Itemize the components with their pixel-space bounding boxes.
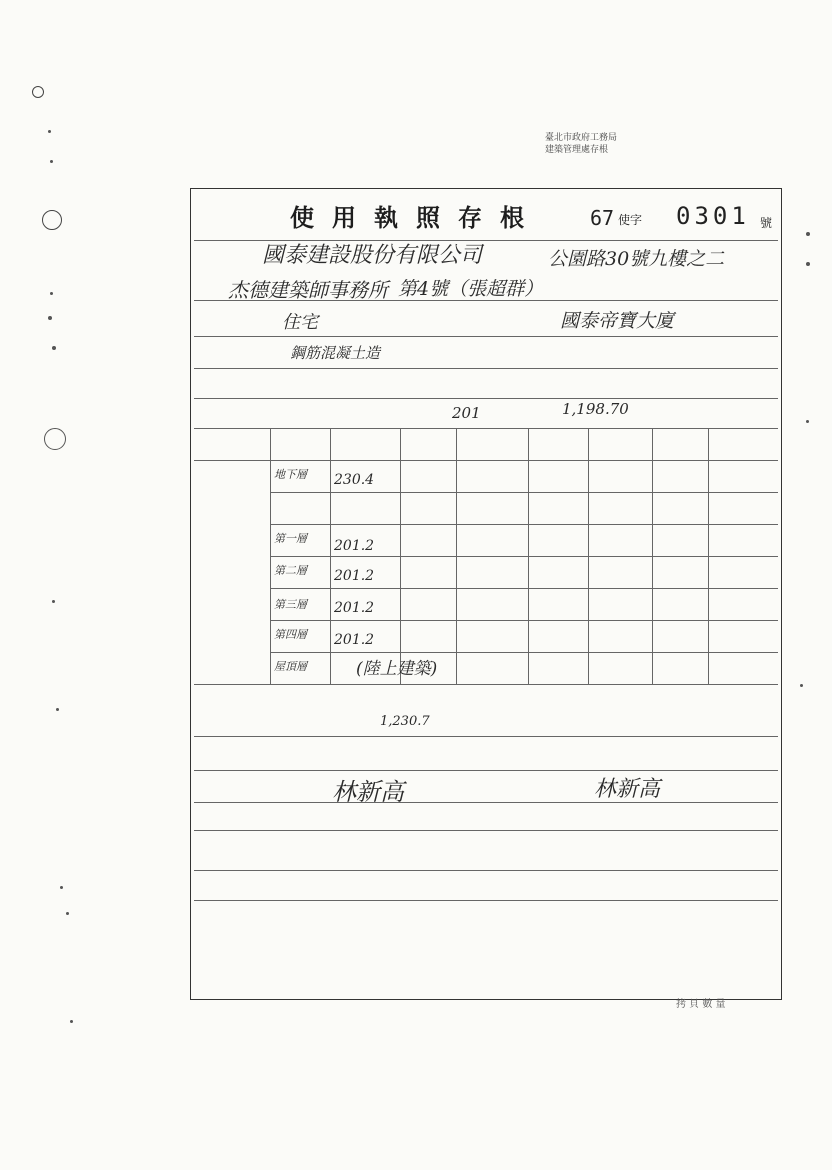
- owner-name: 林新高: [332, 778, 404, 806]
- speck: [60, 886, 63, 889]
- speck: [50, 160, 53, 163]
- speck: [806, 420, 809, 423]
- number-suffix: 號: [760, 216, 773, 230]
- builder-name: 林新高: [594, 777, 661, 802]
- rule: [708, 428, 709, 684]
- rule: [194, 398, 778, 399]
- rule: [270, 652, 778, 653]
- building-area: 1,198.70: [562, 400, 629, 418]
- year-number: 67: [590, 206, 615, 230]
- applicant-address: 公園路30號九樓之二: [548, 248, 725, 270]
- speck: [800, 684, 803, 687]
- floor-name: 第三層: [274, 598, 307, 611]
- floor-area: (陸上建築): [356, 659, 438, 679]
- speck: [66, 912, 69, 915]
- official-stamp: 臺北市政府工務局 建築管理處存根: [545, 133, 618, 155]
- footnote: 拷 貝 數 量: [676, 999, 726, 1010]
- floor-name: 第四層: [274, 628, 307, 641]
- floor-area: 201.2: [334, 538, 375, 554]
- building-use: 鋼筋混凝土造: [290, 344, 381, 362]
- rule: [330, 428, 331, 684]
- floor-name: 屋頂層: [274, 660, 307, 673]
- speck: [50, 292, 53, 295]
- floor-area: 230.4: [334, 472, 375, 488]
- rule: [194, 336, 778, 337]
- total-area: 1,230.7: [380, 714, 430, 729]
- rule: [270, 524, 778, 525]
- rule: [194, 460, 778, 461]
- rule: [652, 428, 653, 684]
- use-value: 住宅: [282, 312, 318, 333]
- floor-name: 第二層: [274, 564, 307, 577]
- speck: [56, 708, 59, 711]
- rule: [194, 770, 778, 771]
- rule: [194, 900, 778, 901]
- rule: [194, 802, 778, 803]
- floor-area: 201.2: [334, 632, 375, 648]
- rule: [270, 588, 778, 589]
- designer-name: 杰德建築師事務所: [228, 278, 388, 302]
- speck: [52, 346, 56, 350]
- structure-value: 國泰帝寶大廈: [560, 310, 675, 332]
- rule: [456, 428, 457, 684]
- margin-hole: [42, 210, 62, 230]
- speck: [52, 600, 55, 603]
- floor-name: 地下層: [274, 468, 307, 481]
- floor-area: 201.2: [334, 568, 375, 584]
- rule: [194, 870, 778, 871]
- license-form: [190, 188, 782, 1000]
- margin-hole: [44, 428, 66, 450]
- speck: [806, 262, 810, 266]
- applicant-name: 國泰建設股份有限公司: [262, 243, 483, 268]
- license-number: 0301: [676, 202, 750, 230]
- form-title: 使用執照存根: [290, 203, 542, 232]
- rule: [400, 428, 401, 684]
- speck: [70, 1020, 73, 1023]
- site-area: 201: [452, 404, 481, 422]
- rule: [194, 428, 778, 429]
- margin-hole: [32, 86, 44, 98]
- speck: [48, 130, 51, 133]
- floor-name: 第一層: [274, 532, 307, 545]
- rule: [194, 736, 778, 737]
- designer-note: 第4號（張超群）: [398, 278, 544, 300]
- year-suffix: 使字: [618, 213, 643, 227]
- rule: [270, 492, 778, 493]
- rule: [194, 684, 778, 685]
- rule: [270, 428, 271, 684]
- floor-area: 201.2: [334, 600, 375, 616]
- speck: [48, 316, 52, 320]
- rule: [528, 428, 529, 684]
- rule: [194, 830, 778, 831]
- rule: [588, 428, 589, 684]
- rule: [270, 556, 778, 557]
- speck: [806, 232, 810, 236]
- rule: [270, 620, 778, 621]
- rule: [194, 368, 778, 369]
